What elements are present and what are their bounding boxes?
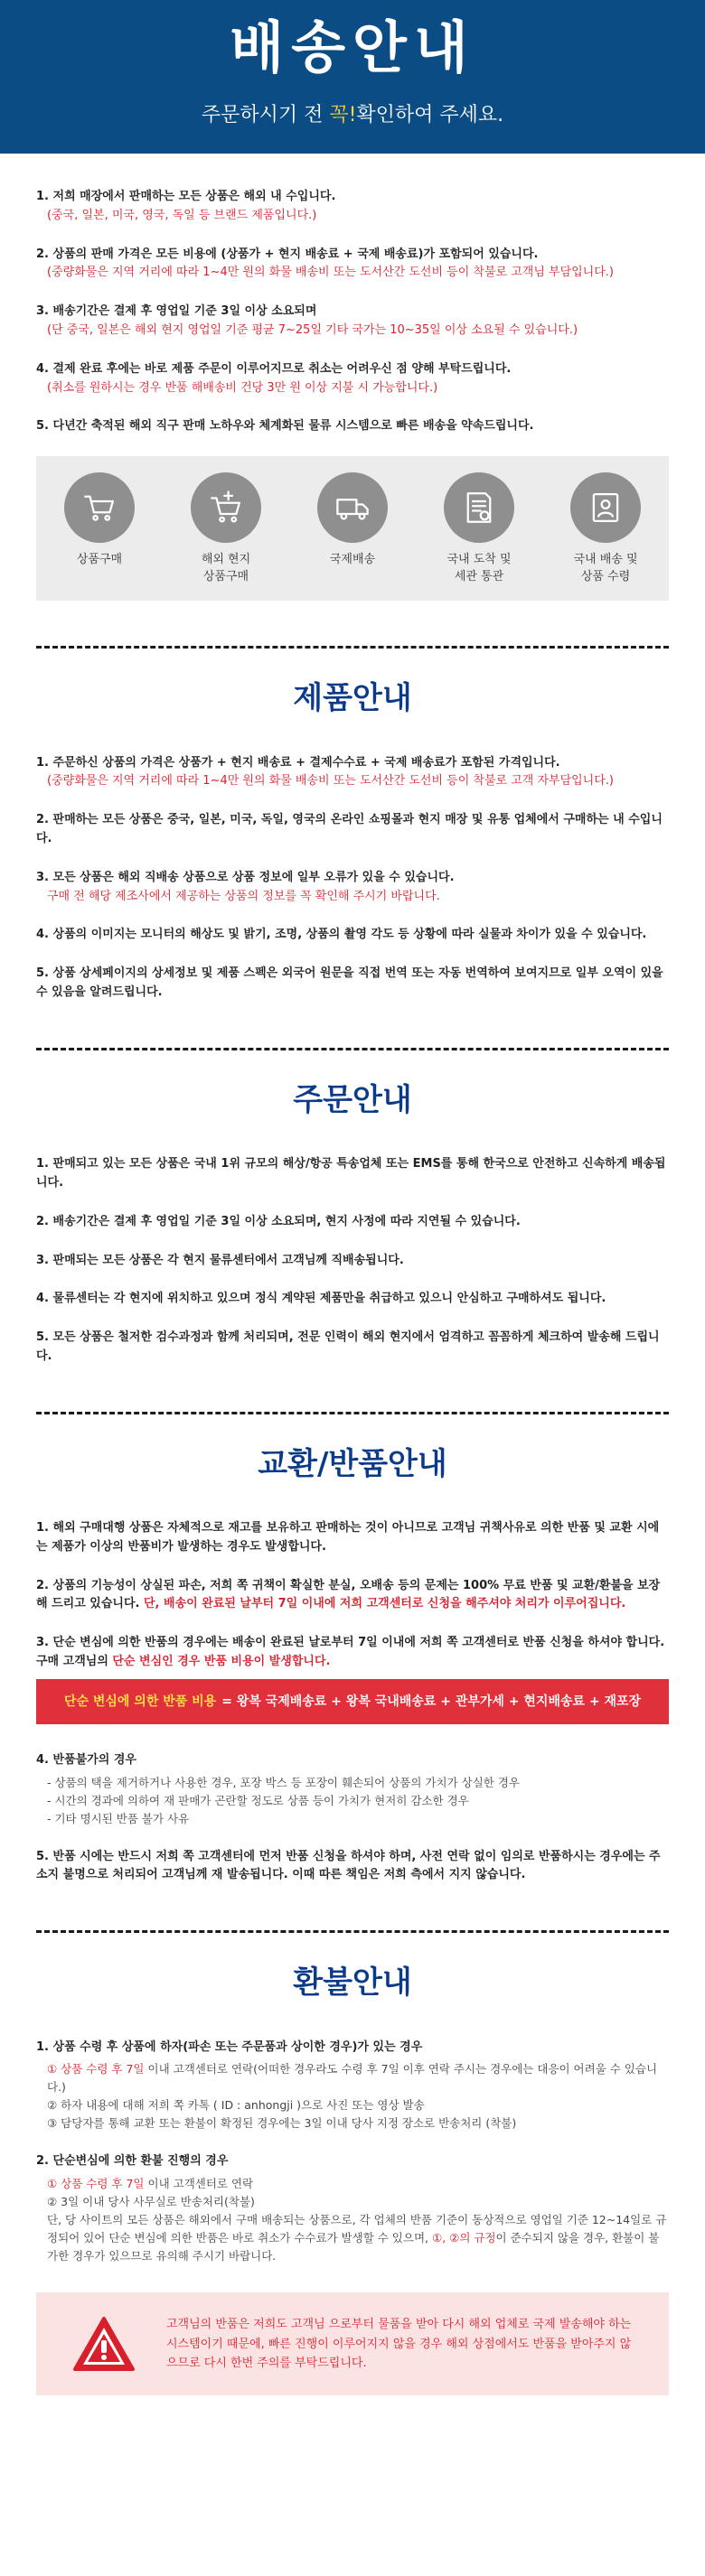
sub-item-red: ①, ②의 규정 <box>431 2231 496 2245</box>
sub-list-item: ② 3일 이내 당사 사무실로 반송처리(착불) <box>47 2195 255 2209</box>
sub-item-text: 이내 고객센터로 연락(어떠한 경우라도 수령 후 7일 이후 연락 주시는 경우에는 대응이 어려울 수 있습니다.) <box>47 2062 658 2095</box>
cart-icon <box>64 472 135 543</box>
list-item <box>36 754 669 792</box>
sub-list-item <box>36 2211 669 2265</box>
item-text: 3. 배송기간은 결제 후 영업일 기준 3일 이상 소요되며 <box>36 304 317 319</box>
process-step-label: 해외 현지 상품구매 <box>201 553 251 584</box>
sub-item-text: 이내 고객센터로 연락 <box>144 2177 254 2191</box>
exchange-list <box>36 1519 669 1672</box>
order-section <box>0 1155 705 1367</box>
cart-plus-icon <box>191 472 261 543</box>
list-item <box>36 417 669 436</box>
shipping-process <box>36 456 669 601</box>
hero-subtitle-pre: 주문하시기 전 <box>201 103 330 126</box>
item-text: 2. 단순변심에 의한 환불 진행의 경우 <box>36 2154 229 2169</box>
shipping-section <box>0 154 705 436</box>
section-divider <box>36 1412 669 1414</box>
process-step-label: 국제배송 <box>329 553 376 567</box>
item-text: 4. 결제 완료 후에는 바로 제품 주문이 이루어지므로 취소는 어려우신 점 양해 부탁드립니다. <box>36 361 512 376</box>
exchange-section <box>0 1519 705 1672</box>
process-step <box>298 472 407 569</box>
item-text: 3. 단순 변심에 의한 반품의 경우에는 배송이 완료된 날로부터 7일 이내에 저희 쪽 고객센터로 반품 신청을 하셔야 합니다. 구매 고객님의 <box>36 1636 665 1669</box>
item-note: 단, 배송이 완료된 날부터 7일 이내에 저희 고객센터로 신청을 해주셔야 처리가 이루어집니다. <box>143 1597 626 1611</box>
return-cost-banner <box>36 1679 669 1724</box>
section-divider <box>36 646 669 649</box>
product-list <box>36 754 669 1003</box>
sub-list-item: - 기타 명시된 반품 불가 사유 <box>47 1811 190 1825</box>
hero-banner <box>0 0 705 154</box>
list-item: 4. 물류센터는 각 현지에 위치하고 있으며 정식 계약된 제품만을 취급하고 있으니 안심하고 구매하셔도 됩니다. <box>36 1292 606 1306</box>
sub-list <box>36 1774 669 1828</box>
list-item <box>36 2039 669 2133</box>
item-text: 5. 다년간 축적된 해외 직구 판매 노하우와 체계화된 물류 시스템으로 빠른 배송을 약속드립니다. <box>36 419 534 434</box>
section-divider <box>36 1048 669 1050</box>
sub-list-item: - 상품의 택을 제거하거나 사용한 경우, 포장 박스 등 포장이 훼손되어 상품의 가치가 상실한 경우 <box>47 1775 520 1789</box>
process-step <box>45 472 154 569</box>
banner-value: = 왕복 국제배송료 + 왕복 국내배송료 + 관부가세 + 현지배송료 + 재포장 <box>221 1694 642 1709</box>
item-note: (중량화물은 지역 거리에 따라 1~4만 원의 화물 배송비 또는 도서산간 도선비 등이 착불로 고객 자부담입니다.) <box>47 774 614 789</box>
item-note: (중국, 일본, 미국, 영국, 독일 등 브랜드 제품입니다.) <box>47 208 317 222</box>
sub-item-text: 이 준수되지 않을 경우, 환불이 불가한 경우가 있으므로 유의해 주시기 바랍니다. <box>47 2231 660 2263</box>
shipping-list <box>36 188 669 436</box>
item-text: 1. 주문하신 상품의 가격은 상품가 + 현지 배송료 + 결제수수료 + 국제 배송료가 포함된 가격입니다. <box>36 755 560 770</box>
item-text: 1. 상품 수령 후 상품에 하자(파손 또는 주문품과 상이한 경우)가 있는 경우 <box>36 2039 423 2054</box>
process-step-label: 상품구매 <box>76 553 123 567</box>
item-note: 구매 전 해당 제조사에서 제공하는 상품의 정보를 꼭 확인해 주시기 바랍니다. <box>47 889 440 903</box>
item-text: 4. 상품의 이미지는 모니터의 해상도 및 밝기, 조명, 상품의 촬영 각도 등 상황에 따라 실물과 차이가 있을 수 있습니다. <box>36 928 647 942</box>
item-text: 2. 상품의 판매 가격은 모든 비용에 (상품가 + 현지 배송료 + 국제 배송료)가 포함되어 있습니다. <box>36 247 539 261</box>
truck-icon <box>317 472 388 543</box>
refund-section <box>0 2039 705 2266</box>
item-note: (중량화물은 지역 거리에 따라 1~4만 원의 화물 배송비 또는 도서산간 도선비 등이 착불로 고객님 부담입니다.) <box>47 266 614 280</box>
list-item: 1. 판매되고 있는 모든 상품은 국내 1위 규모의 해상/항공 특송업체 또는 EMS를 통해 한국으로 안전하고 신속하게 배송됩니다. <box>36 1157 666 1190</box>
hero-subtitle-post: 확인하여 주세요. <box>356 103 504 126</box>
section-title-refund: 환불안내 <box>293 1965 412 2002</box>
process-step <box>172 472 280 586</box>
hero-subtitle <box>0 99 705 131</box>
list-item <box>36 2152 669 2265</box>
list-item: 2. 배송기간은 결제 후 영업일 기준 3일 이상 소요되며, 현지 사정에 따라 지연될 수 있습니다. <box>36 1214 521 1228</box>
list-item <box>36 360 669 398</box>
refund-list <box>36 2039 669 2266</box>
exchange-list-2 <box>36 1751 669 1885</box>
process-step-label: 국내 배송 및 상품 수령 <box>573 553 638 584</box>
list-item: 5. 반품 시에는 반드시 저희 쪽 고객센터에 먼저 반품 신청을 하셔야 하며, 사전 연락 없이 임의로 반품하시는 경우에는 주소지 불명으로 처리되어 고객님께 재 발송됩니다. 이때 따른 책임은 저희 측에서 지지 않습니다. <box>36 1849 661 1882</box>
sub-list <box>36 2175 669 2265</box>
section-title-order: 주문안내 <box>293 1081 412 1118</box>
page-title: 배송안내 <box>230 14 475 80</box>
sub-list-item <box>36 2175 669 2193</box>
warning-text: 고객님의 반품은 저희도 고객님 으로부터 물품을 받아 다시 해외 업체로 국제 발송해야 하는 시스템이기 때문에, 빠른 진행이 이루어지지 않을 경우 해외 상점에서도 반품을 받아주지 않으므로 다시 한번 주의를 부탁드립니다. <box>166 2318 632 2370</box>
process-step <box>425 472 533 586</box>
list-item <box>36 1751 669 1828</box>
sub-item-red: ① 상품 수령 후 7일 <box>47 2177 145 2191</box>
item-note: 단순 변심인 경우 반품 비용이 발생합니다. <box>112 1655 331 1669</box>
list-item <box>36 1577 669 1615</box>
sub-item-red: ① 상품 수령 후 7일 <box>47 2062 145 2077</box>
list-item: 1. 해외 구매대행 상품은 자체적으로 재고를 보유하고 판매하는 것이 아니므로 고객님 귀책사유로 의한 반품 및 교환 시에는 제품가 이상의 반품비가 발생하는 경우도 발생합니다. <box>36 1521 660 1554</box>
list-item <box>36 965 669 1003</box>
process-step-label: 국내 도착 및 세관 통관 <box>446 553 512 584</box>
item-note: (단 중국, 일본은 해외 현지 영업일 기준 평균 7~25일 기타 국가는 10~35일 이상 소요될 수 있습니다.) <box>47 322 578 337</box>
section-title-product: 제품안내 <box>293 680 412 717</box>
section-title-exchange: 교환/반품안내 <box>258 1445 447 1482</box>
warning-box <box>36 2292 669 2395</box>
item-text: 1. 저희 매장에서 판매하는 모든 상품은 해외 내 수입니다. <box>36 190 336 203</box>
list-item <box>36 188 669 226</box>
exchange-section-2 <box>0 1751 705 1885</box>
order-list <box>36 1155 669 1367</box>
process-step <box>551 472 660 586</box>
item-text: 4. 반품불가의 경우 <box>36 1752 136 1767</box>
sub-list-item: - 시간의 경과에 의하여 재 판매가 곤란할 정도로 상품 등이 가치가 현저히 감소한 경우 <box>47 1793 469 1807</box>
list-item <box>36 246 669 284</box>
list-item: 3. 판매되는 모든 상품은 각 현지 물류센터에서 고객님께 직배송됩니다. <box>36 1253 404 1267</box>
list-item <box>36 926 669 945</box>
item-text: 3. 모든 상품은 해외 직배송 상품으로 상품 정보에 일부 오류가 있을 수 있습니다. <box>36 870 455 884</box>
sub-list-item <box>36 2060 669 2096</box>
item-text: 2. 판매하는 모든 상품은 중국, 일본, 미국, 독일, 영국의 온라인 쇼핑몰과 현지 매장 및 유통 업체에서 구매하는 내 수입니다. <box>36 813 663 845</box>
list-item: 5. 모든 상품은 철저한 검수과정과 함께 처리되며, 전문 인력이 해외 현지에서 엄격하고 꼼꼼하게 체크하여 발송해 드립니다. <box>36 1330 660 1363</box>
item-text: 5. 상품 상세페이지의 상세정보 및 제품 스펙은 외국어 원문을 직접 번역 또는 자동 번역하여 보여지므로 일부 오역이 있을 수 있음을 알려드립니다. <box>36 966 663 999</box>
sub-list-item: ② 하자 내용에 대해 저희 쪽 카톡 ( ID : anhongji )으로 사진 또는 영상 발송 <box>47 2098 425 2113</box>
item-note: (취소를 원하시는 경우 반품 해배송비 건당 3만 원 이상 지불 시 가능합니다.) <box>47 380 438 395</box>
item-text: 2. 상품의 기능성이 상실된 파손, 저희 쪽 귀책이 확실한 분실, 오배송 등의 문제는 100% 무료 반품 및 교환/환불을 보장해 드리고 있습니다. <box>36 1578 661 1611</box>
sub-list <box>36 2060 669 2133</box>
list-item <box>36 303 669 341</box>
sub-list-item: ③ 담당자를 통해 교환 또는 환불이 확정된 경우에는 3일 이내 당사 지정 장소로 반송처리 (착불) <box>47 2116 517 2131</box>
banner-key: 단순 변심에 의한 반품 비용 <box>63 1694 217 1709</box>
warning-icon <box>72 2315 136 2373</box>
list-item <box>36 869 669 907</box>
customs-document-icon <box>444 472 514 543</box>
list-item <box>36 811 669 849</box>
list-item <box>36 1634 669 1672</box>
hero-subtitle-emphasis: 꼭! <box>329 103 357 126</box>
person-box-icon <box>570 472 641 543</box>
section-divider <box>36 1930 669 1933</box>
sub-item-text: 단, 당 사이트의 모든 상품은 해외에서 구매 배송되는 상품으로, 각 업체의 반품 기준이 동상적으로 영업일 기준 12~14일로 규정되어 있어 단순 변심에 의한 반품은 바로 취소가 수수료가 발생할 수 있으며, <box>47 2213 667 2245</box>
product-section <box>0 754 705 1003</box>
